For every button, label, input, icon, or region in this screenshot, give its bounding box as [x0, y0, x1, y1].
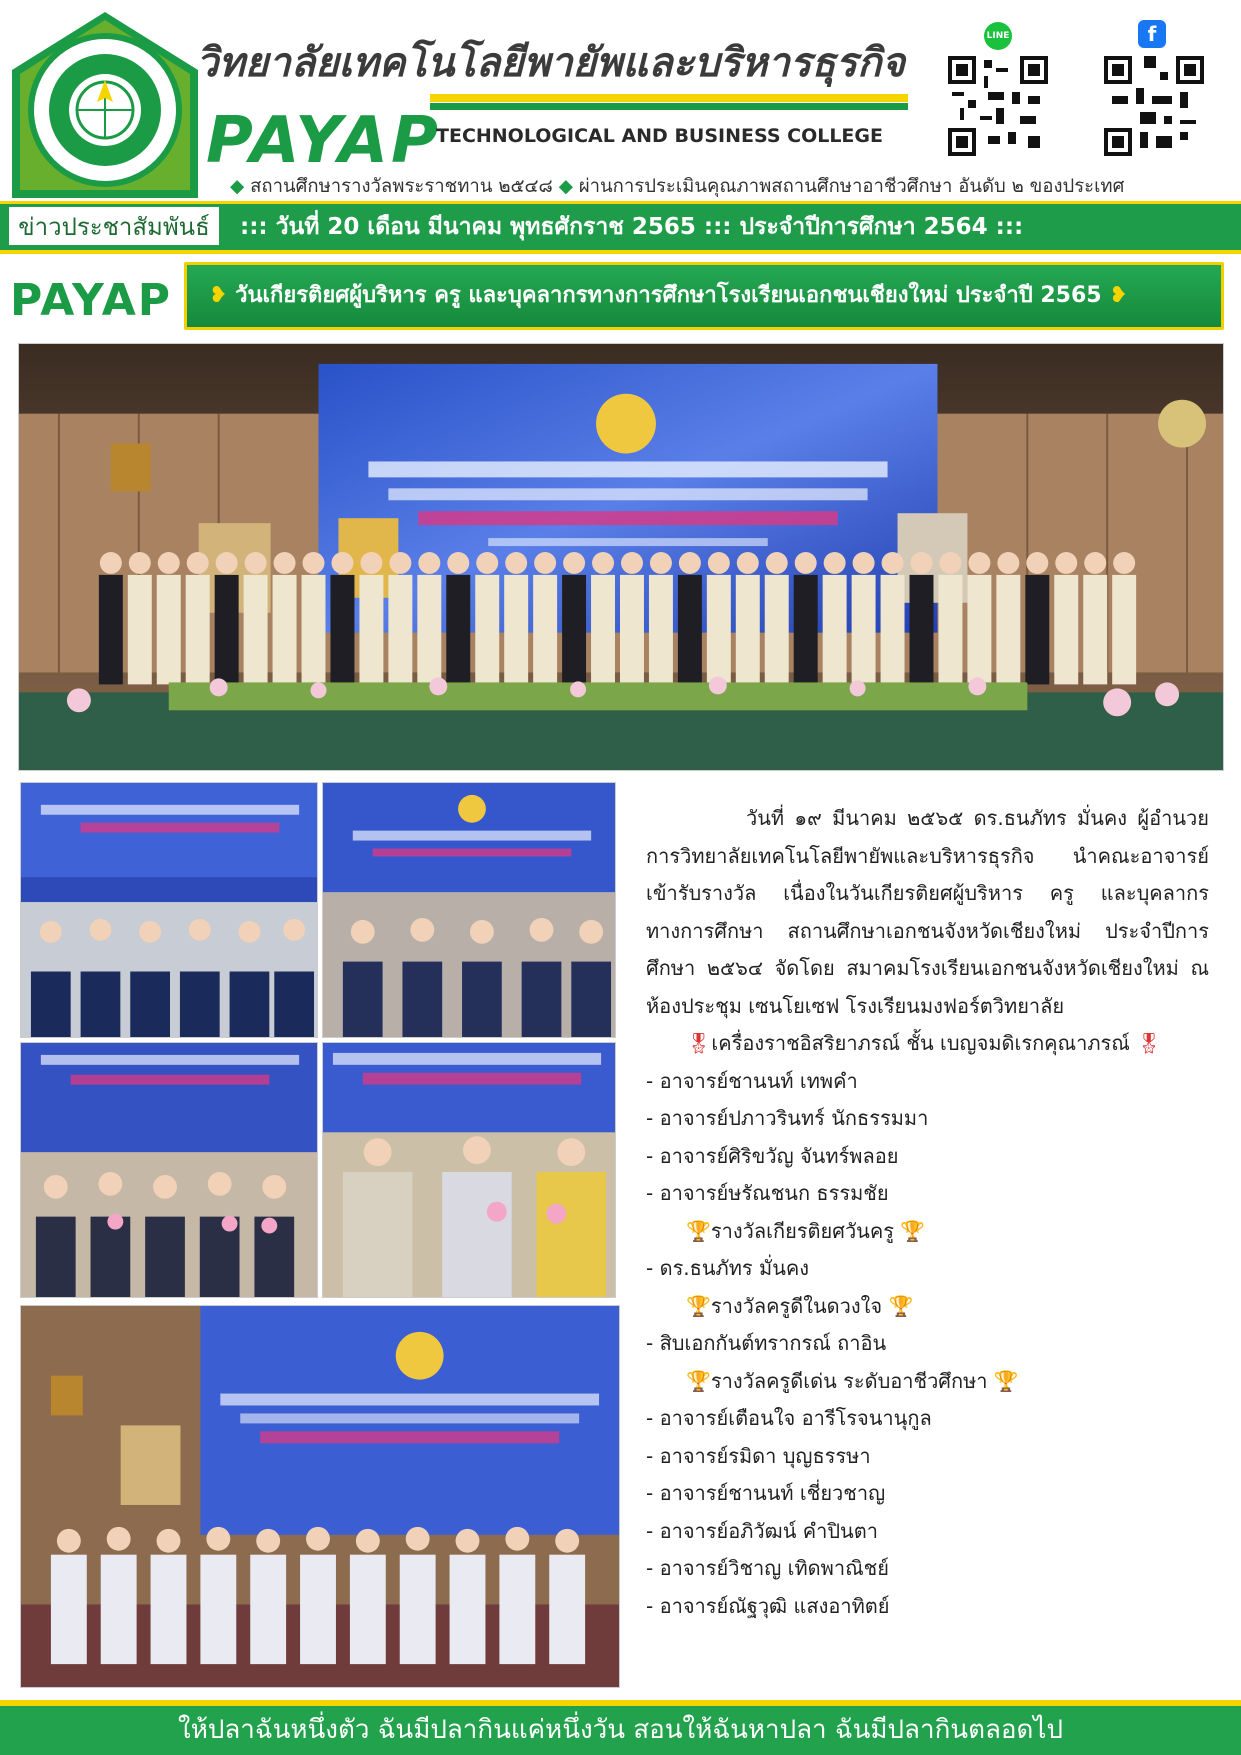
award-recipient: - อาจารย์ศิริขวัญ จันทร์พลอย: [646, 1143, 899, 1168]
person-figure: [273, 575, 297, 684]
award-recipient: - อาจารย์ษรัณชนก ธรรมชัย: [646, 1181, 889, 1205]
award-recipient: - อาจารย์ชานนท์ เชี่ยวชาญ: [646, 1481, 886, 1505]
trophy-icon: 🏆: [900, 1218, 926, 1243]
trophy-icon: 🏆: [686, 1218, 711, 1243]
person-figure: [99, 575, 123, 684]
award-recipient: - อาจารย์อภิวัฒน์ คำปินตา: [646, 1518, 878, 1543]
person-figure: [533, 575, 557, 684]
person-figure: [330, 575, 354, 684]
person-figure: [707, 575, 731, 684]
person-figure: [881, 575, 905, 684]
person-head: [1113, 552, 1135, 574]
person-figure: [1112, 575, 1136, 684]
award-title-text: รางวัลครูดีเด่น ระดับอาชีวศึกษา: [710, 1368, 988, 1393]
person-figure: [823, 575, 847, 684]
award-recipient: - อาจารย์เตือนใจ อารีโรจนานุกูล: [646, 1406, 932, 1430]
tagline-ranking: ผ่านการประเมินคุณภาพสถานศึกษาอาชีวศึกษา อันดับ ๒ ของประเทศ: [578, 176, 1125, 197]
headline-title: วันเกียรติยศผู้บริหาร ครู และบุคลากรทางการศึกษาโรงเรียนเอกชนเชียงใหม่ ประจำปี 2565: [235, 283, 1102, 308]
award-recipient: - ดร.ธนภัทร มั่นคง: [646, 1256, 810, 1280]
award-recipient: - อาจารย์ปภาวรินทร์ นักธรรมมา: [646, 1106, 929, 1130]
group-photo-2: [322, 782, 616, 1038]
leaf-icon: ❥: [209, 283, 228, 308]
trophy-icon: 🏆: [993, 1368, 1019, 1393]
award-title: [646, 1288, 1209, 1326]
person-head: [158, 552, 180, 574]
person-figure: [215, 575, 239, 684]
person-head: [447, 552, 469, 574]
group-photo-1: [20, 782, 318, 1038]
award-recipient: - สิบเอกกันต์ทรากรณ์ ถาอิน: [646, 1331, 887, 1355]
payap-small-wordmark: PAYAP: [10, 275, 173, 326]
title-rule-green: [430, 103, 908, 110]
person-figure: [417, 575, 441, 684]
person-head: [360, 552, 382, 574]
person-figure: [475, 575, 499, 684]
band-bottom-line: [0, 250, 1241, 254]
person-head: [1055, 552, 1077, 574]
award-title-text: รางวัลเกียรติยศวันครู: [710, 1218, 894, 1243]
person-figure: [1083, 575, 1107, 684]
person-head: [1026, 552, 1048, 574]
facebook-icon: f: [1138, 20, 1166, 48]
person-figure: [938, 575, 962, 684]
person-head: [129, 552, 151, 574]
main-ceremony-photo: [18, 343, 1224, 771]
person-head: [331, 552, 353, 574]
person-figure: [157, 575, 181, 684]
person-head: [389, 552, 411, 574]
press-release-label: ข่าวประชาสัมพันธ์: [8, 206, 220, 246]
award-recipient: - อาจารย์วิชาญ เทิดพาณิชย์: [646, 1556, 889, 1580]
person-head: [274, 552, 296, 574]
person-figure: [852, 575, 876, 684]
person-head: [505, 552, 527, 574]
person-head: [476, 552, 498, 574]
person-figure: [794, 575, 818, 684]
person-head: [968, 552, 990, 574]
title-rule-yellow: [430, 94, 908, 102]
person-head: [882, 552, 904, 574]
person-figure: [678, 575, 702, 684]
article-paragraph: วันที่ ๑๙ มีนาคม ๒๕๖๕ ดร.ธนภัทร มั่นคง ผู้อำนวยการวิทยาลัยเทคโนโลยีพายัพและบริหารธุรกิจ นำคณะอาจารย์ เข้ารับรางวัล เนื่องในวันเกียรติยศผู้บริหาร ครู และบุคลากรทางการศึกษา สถานศึกษาเอกชนจังหวัดเชียงใหม่ ประจำปีการศึกษา ๒๕๖๔ จัดโดย สมาคมโรงเรียนเอกชนจังหวัดเชียงใหม่ ณ ห้องประชุม เซนโยเซฟ โรงเรียนมงฟอร์ตวิทยาลัย: [646, 806, 1209, 1018]
tagline-award: สถานศึกษารางวัลพระราชทาน ๒๕๔๘: [250, 176, 553, 197]
person-head: [100, 552, 122, 574]
person-figure: [591, 575, 615, 684]
award-title-text: รางวัลครูดีในดวงใจ: [710, 1293, 883, 1318]
person-figure: [504, 575, 528, 684]
person-head: [708, 552, 730, 574]
person-figure: [562, 575, 586, 684]
person-head: [997, 552, 1019, 574]
college-thai-name: วิทยาลัยเทคโนโลยีพายัพและบริหารธุรกิจ: [196, 40, 905, 86]
person-head: [563, 552, 585, 574]
person-figure: [128, 575, 152, 684]
facebook-qr-code[interactable]: [1104, 56, 1204, 156]
college-tagline: [230, 172, 1124, 201]
award-title: [646, 1213, 1209, 1251]
person-figure: [1025, 575, 1049, 684]
person-figure: [244, 575, 268, 684]
group-photo-4: [322, 1042, 616, 1298]
person-head: [650, 552, 672, 574]
college-english-name: TECHNOLOGICAL AND BUSINESS COLLEGE: [436, 125, 883, 147]
medal-icon: 🎖: [1136, 1031, 1162, 1055]
line-icon: LINE: [984, 22, 1012, 50]
award-recipient: - อาจารย์ณัฐวุฒิ แสงอาทิตย์: [646, 1593, 890, 1618]
award-title-text: เครื่องราชอิสริยาภรณ์ ชั้น เบญจมดิเรกคุณาภรณ์: [711, 1031, 1130, 1055]
person-figure: [1054, 575, 1078, 684]
person-head: [534, 552, 556, 574]
person-figure: [359, 575, 383, 684]
person-figure: [186, 575, 210, 684]
award-recipient: - อาจารย์รมิดา บุญธรรษา: [646, 1443, 871, 1468]
leaf-icon: ❥: [1109, 283, 1128, 308]
person-head: [187, 552, 209, 574]
person-figure: [736, 575, 760, 684]
person-head: [245, 552, 267, 574]
person-head: [418, 552, 440, 574]
trophy-icon: 🏆: [686, 1368, 711, 1393]
person-figure: [649, 575, 673, 684]
headline-banner: [184, 262, 1224, 330]
person-figure: [388, 575, 412, 684]
person-head: [939, 552, 961, 574]
person-head: [303, 552, 325, 574]
person-head: [911, 552, 933, 574]
person-figure: [765, 575, 789, 684]
person-figure: [620, 575, 644, 684]
person-head: [795, 552, 817, 574]
person-head: [824, 552, 846, 574]
article-body: [646, 800, 1209, 1625]
award-recipient: - อาจารย์ชานนท์ เทพคำ: [646, 1068, 858, 1093]
person-figure: [996, 575, 1020, 684]
person-figure: [967, 575, 991, 684]
person-head: [853, 552, 875, 574]
award-title: [646, 1025, 1209, 1063]
person-figure: [910, 575, 934, 684]
person-head: [621, 552, 643, 574]
award-title: [646, 1363, 1209, 1401]
medal-icon: 🎖: [686, 1031, 712, 1055]
person-head: [766, 552, 788, 574]
issue-date-line: ::: วันที่ 20 เดือน มีนาคม พุทธศักราช 2565 ::: ประจำปีการศึกษา 2564 :::: [240, 214, 1024, 240]
person-head: [679, 552, 701, 574]
person-head: [592, 552, 614, 574]
award-list: [646, 1025, 1209, 1625]
college-emblem-logo: [10, 10, 200, 200]
group-photo-3: [20, 1042, 318, 1298]
group-photo-5: [20, 1305, 620, 1688]
trophy-icon: 🏆: [888, 1293, 914, 1318]
line-qr-code[interactable]: [948, 56, 1048, 156]
person-head: [216, 552, 238, 574]
diamond-icon: ◆: [558, 176, 573, 197]
footer-slogan: ให้ปลาฉันหนึ่งตัว ฉันมีปลากินแค่หนึ่งวัน สอนให้ฉันหาปลา ฉันมีปลากินตลอดไป: [0, 1706, 1241, 1755]
payap-wordmark: PAYAP: [206, 104, 441, 178]
person-head: [737, 552, 759, 574]
person-figure: [446, 575, 470, 684]
person-figure: [302, 575, 326, 684]
person-head: [1084, 552, 1106, 574]
trophy-icon: 🏆: [686, 1293, 711, 1318]
diamond-icon: ◆: [230, 176, 245, 197]
